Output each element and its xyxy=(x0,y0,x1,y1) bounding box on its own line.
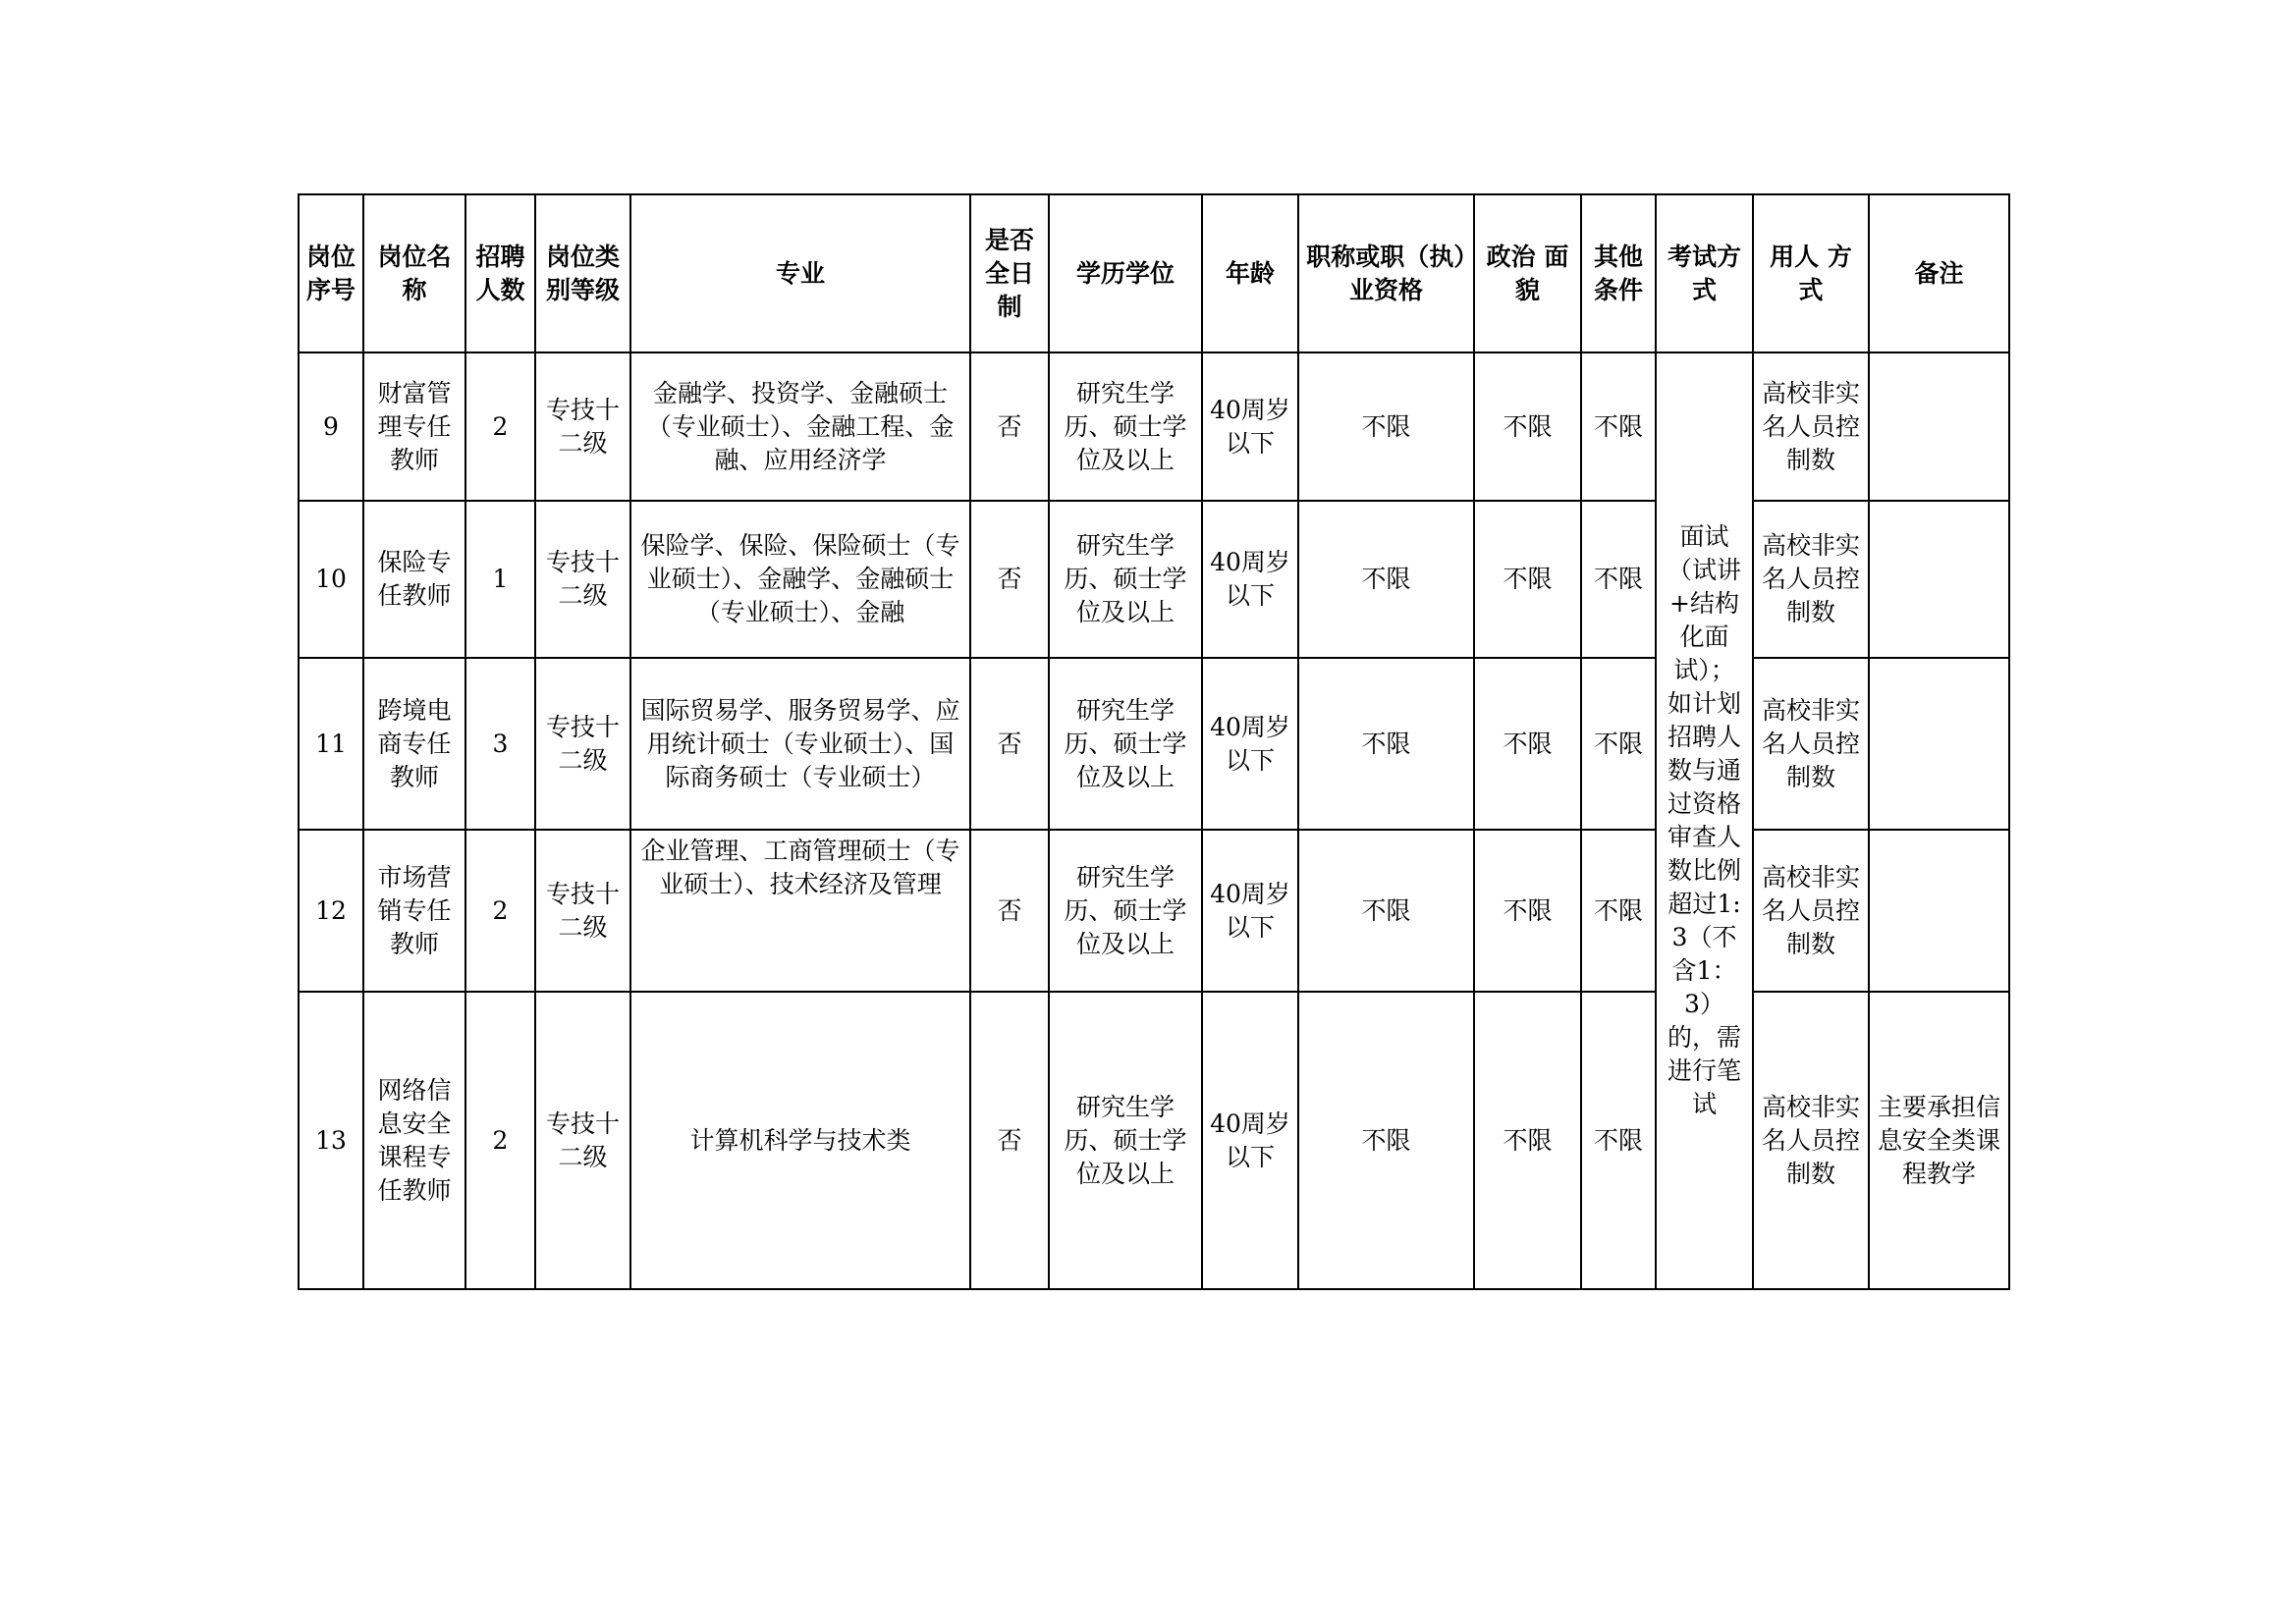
cell-name: 市场营销专任教师 xyxy=(363,830,465,992)
cell-level: 专技十二级 xyxy=(535,830,630,992)
cell-political: 不限 xyxy=(1474,658,1581,830)
cell-name: 财富管理专任教师 xyxy=(363,352,465,501)
cell-title: 不限 xyxy=(1298,830,1474,992)
cell-age: 40周岁以下 xyxy=(1202,992,1298,1289)
cell-seq: 13 xyxy=(299,992,363,1289)
header-age: 年龄 xyxy=(1202,194,1298,352)
cell-hire: 高校非实名人员控制数 xyxy=(1753,992,1869,1289)
cell-other: 不限 xyxy=(1581,501,1656,658)
table-row xyxy=(299,352,2009,501)
cell-name: 网络信息安全课程专任教师 xyxy=(363,992,465,1289)
table-row xyxy=(299,658,2009,830)
cell-hire: 高校非实名人员控制数 xyxy=(1753,352,1869,501)
cell-level: 专技十二级 xyxy=(535,992,630,1289)
cell-title: 不限 xyxy=(1298,352,1474,501)
cell-level: 专技十二级 xyxy=(535,658,630,830)
header-fulltime: 是否全日制 xyxy=(970,194,1049,352)
cell-fulltime: 否 xyxy=(970,352,1049,501)
cell-name: 跨境电商专任教师 xyxy=(363,658,465,830)
cell-level: 专技十二级 xyxy=(535,501,630,658)
cell-degree: 研究生学历、硕士学位及以上 xyxy=(1049,501,1202,658)
cell-exam-method: 面试（试讲+结构化面试）；如计划招聘人数与通过资格审查人数比例超过1:3（不含1：3）的，需进行笔试 xyxy=(1656,352,1753,1289)
table-row xyxy=(299,501,2009,658)
recruitment-table xyxy=(298,193,2010,1290)
header-other: 其他条件 xyxy=(1581,194,1656,352)
cell-hire: 高校非实名人员控制数 xyxy=(1753,830,1869,992)
cell-age: 40周岁以下 xyxy=(1202,352,1298,501)
cell-note xyxy=(1869,352,2009,501)
cell-note xyxy=(1869,830,2009,992)
header-political: 政治 面貌 xyxy=(1474,194,1581,352)
table-row xyxy=(299,830,2009,992)
cell-political: 不限 xyxy=(1474,992,1581,1289)
header-note: 备注 xyxy=(1869,194,2009,352)
header-row xyxy=(299,194,2009,352)
cell-note xyxy=(1869,658,2009,830)
cell-hire: 高校非实名人员控制数 xyxy=(1753,658,1869,830)
cell-other: 不限 xyxy=(1581,352,1656,501)
cell-major: 金融学、投资学、金融硕士（专业硕士）、金融工程、金融、应用经济学 xyxy=(630,352,970,501)
cell-other: 不限 xyxy=(1581,830,1656,992)
cell-political: 不限 xyxy=(1474,352,1581,501)
cell-age: 40周岁以下 xyxy=(1202,501,1298,658)
cell-fulltime: 否 xyxy=(970,830,1049,992)
cell-major: 计算机科学与技术类 xyxy=(630,992,970,1289)
cell-note xyxy=(1869,501,2009,658)
cell-degree: 研究生学历、硕士学位及以上 xyxy=(1049,992,1202,1289)
cell-fulltime: 否 xyxy=(970,658,1049,830)
cell-name: 保险专任教师 xyxy=(363,501,465,658)
cell-degree: 研究生学历、硕士学位及以上 xyxy=(1049,830,1202,992)
cell-degree: 研究生学历、硕士学位及以上 xyxy=(1049,658,1202,830)
cell-major: 国际贸易学、服务贸易学、应用统计硕士（专业硕士）、国际商务硕士（专业硕士） xyxy=(630,658,970,830)
header-name: 岗位名称 xyxy=(363,194,465,352)
cell-level: 专技十二级 xyxy=(535,352,630,501)
cell-count: 2 xyxy=(465,352,535,501)
table-row xyxy=(299,992,2009,1289)
cell-count: 1 xyxy=(465,501,535,658)
cell-political: 不限 xyxy=(1474,830,1581,992)
cell-hire: 高校非实名人员控制数 xyxy=(1753,501,1869,658)
cell-degree: 研究生学历、硕士学位及以上 xyxy=(1049,352,1202,501)
header-count: 招聘人数 xyxy=(465,194,535,352)
cell-political: 不限 xyxy=(1474,501,1581,658)
header-title: 职称或职（执）业资格 xyxy=(1298,194,1474,352)
header-hire: 用人 方式 xyxy=(1753,194,1869,352)
cell-title: 不限 xyxy=(1298,992,1474,1289)
cell-seq: 12 xyxy=(299,830,363,992)
cell-note: 主要承担信息安全类课程教学 xyxy=(1869,992,2009,1289)
cell-count: 2 xyxy=(465,992,535,1289)
header-level: 岗位类别等级 xyxy=(535,194,630,352)
cell-major: 企业管理、工商管理硕士（专业硕士）、技术经济及管理 xyxy=(630,830,970,992)
cell-fulltime: 否 xyxy=(970,992,1049,1289)
cell-other: 不限 xyxy=(1581,658,1656,830)
header-degree: 学历学位 xyxy=(1049,194,1202,352)
cell-count: 2 xyxy=(465,830,535,992)
cell-seq: 9 xyxy=(299,352,363,501)
cell-title: 不限 xyxy=(1298,658,1474,830)
cell-seq: 11 xyxy=(299,658,363,830)
cell-seq: 10 xyxy=(299,501,363,658)
header-seq: 岗位序号 xyxy=(299,194,363,352)
cell-title: 不限 xyxy=(1298,501,1474,658)
cell-count: 3 xyxy=(465,658,535,830)
cell-age: 40周岁以下 xyxy=(1202,830,1298,992)
cell-major: 保险学、保险、保险硕士（专业硕士）、金融学、金融硕士（专业硕士）、金融 xyxy=(630,501,970,658)
cell-fulltime: 否 xyxy=(970,501,1049,658)
header-major: 专业 xyxy=(630,194,970,352)
header-exam: 考试方式 xyxy=(1656,194,1753,352)
cell-other: 不限 xyxy=(1581,992,1656,1289)
cell-age: 40周岁以下 xyxy=(1202,658,1298,830)
